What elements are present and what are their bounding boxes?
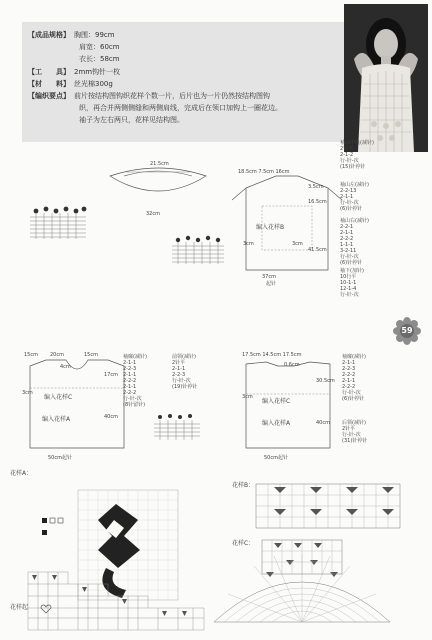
front-left-side: 3cm [22, 390, 33, 396]
spec-shoulder: 肩宽：60cm [79, 43, 120, 51]
spec-notes-line2: 织，再合并两侧侧缝和两侧肩线，完成后在领口加钩上一圈花边。 [79, 104, 282, 112]
back-notes-1: 袖山中央(减针) 2针平 2-1-2 行-针-次 (15)针停针 [340, 140, 374, 170]
back-top: 18.5cm 7.5cm 16cm [238, 169, 290, 175]
chart-c-upper [262, 540, 342, 580]
spec-notes-line3: 袖子为左右两只，花样见结构图。 [79, 116, 184, 124]
chart-b-label: 花样B： [232, 482, 255, 489]
front-left-notes-1: 袖窿(减针) 2-1-1 2-2-3 2-1-1 2-2-2 2-1-1 2-2-2 行-针-次 (8针留针) [123, 354, 147, 408]
flower-chart-1 [26, 205, 90, 241]
front-left-h1: 17cm [104, 372, 118, 378]
front-left-pattern-a: 编入花样A [42, 416, 71, 423]
front-right-start: 起针 [278, 455, 289, 461]
front-right-h1: 30.5cm [316, 378, 335, 384]
front-right-pattern-c: 编入花样C [262, 398, 291, 405]
front-left-pattern-c: 编入花样C [44, 394, 73, 401]
model-photo [344, 4, 428, 152]
front-left-diagram [22, 354, 132, 454]
page-number-badge: 59 [394, 318, 420, 344]
back-notes-2: 袖山左(减针) 2-2-13 2-1-1 行-针-次 (6)针停针 [340, 182, 369, 212]
front-left-top-r: 15cm [84, 352, 98, 358]
front-left-top-l: 15cm [24, 352, 38, 358]
front-right-h2: 40cm [316, 420, 330, 426]
back-h1: 3.5cm [308, 184, 324, 190]
back-side-right: 3cm [292, 241, 303, 247]
heart-icon [40, 604, 52, 614]
chart-a-label: 花样A： [10, 470, 33, 477]
front-left-notes-2: 前领(减针) 2针平 2-1-1 2-2-3 行-针-次 (19)针停针 [172, 354, 198, 390]
front-left-neck: 4cm [60, 364, 71, 370]
spec-length: 衣长：58cm [79, 55, 120, 63]
front-right-bottom: 50cm [264, 455, 278, 461]
front-left-start: 起针 [62, 455, 73, 461]
back-notes-4: 袖下(加针) 10行平 10-1-1 12-1-4 行-针-次 [340, 268, 364, 298]
back-notes-3: 袖山右(减针) 2-2-1 2-1-1 2-2-2 1-1-1 3-2-11 行-针-次 (6)针停针 [340, 218, 369, 266]
spec-notes: 【编织要点】 前片按结构图钩织花样个数一片，后片也为一片仍然按结构图钩 [28, 92, 270, 100]
collar-diagram [106, 162, 206, 202]
front-right-notes-2: 后领(减针) 2针平 行-针-次 (31)针停针 [342, 420, 368, 444]
back-piece-diagram [232, 170, 342, 280]
spec-material: 【材 料】 丝光棉300g [28, 80, 113, 88]
spec-size-label: 【成品规格】 胸围：99cm [28, 31, 115, 39]
front-right-pattern-a: 编入花样A [262, 420, 291, 427]
front-right-notes-1: 袖窿(减针) 2-1-1 2-2-3 2-2-2 2-1-1 2-2-2 行-针-次 (6)针停针 [342, 354, 366, 402]
back-side: 3cm [243, 241, 254, 247]
back-h2: 16.5cm [308, 199, 327, 205]
front-right-top: 17.5cm 14.5cm 17.5cm [242, 352, 302, 358]
front-left-top-m: 20cm [50, 352, 64, 358]
flower-chart-3 [152, 412, 202, 442]
chart-c-label: 花样C： [232, 540, 255, 547]
flower-chart-2 [168, 234, 228, 266]
front-right-neck: 0.6cm [284, 362, 300, 368]
chart-a [28, 490, 208, 630]
collar-w1: 21.5cm [150, 161, 169, 167]
chart-b [256, 484, 400, 528]
collar-w2: 32cm [146, 211, 160, 217]
front-right-side: 3cm [242, 394, 253, 400]
front-left-bottom: 50cm [48, 455, 62, 461]
back-h3: 41.5cm [308, 247, 327, 253]
footer-mark: 花样起 [10, 604, 29, 611]
back-inner: 编入花样B [256, 224, 285, 231]
front-left-h2: 40cm [104, 414, 118, 420]
spec-tools: 【工 具】 2mm钩针一枚 [28, 68, 121, 76]
back-bottom: 37cm [262, 274, 276, 280]
back-start: 起针 [266, 281, 277, 287]
